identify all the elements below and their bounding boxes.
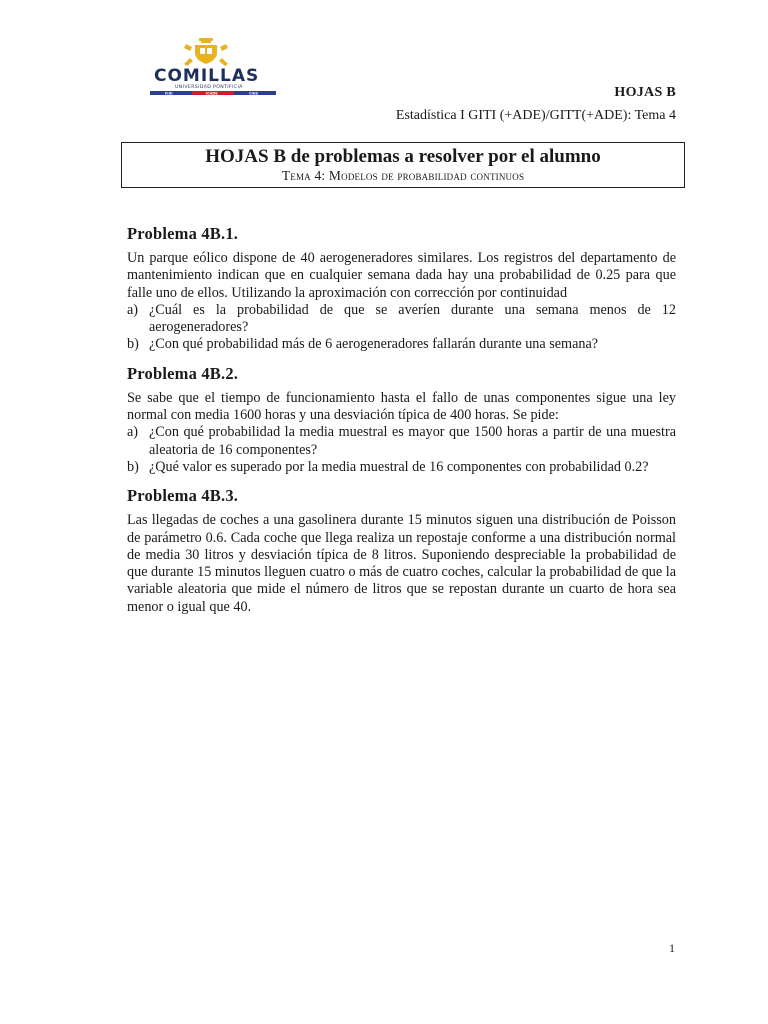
item-text: ¿Con qué probabilidad más de 6 aerogeneradores fallarán durante una semana?	[149, 336, 599, 353]
problem-items	[127, 302, 676, 354]
item-text: ¿Cuál es la probabilidad de que se averíen durante una semana menos de 12 aerogeneradores?	[149, 301, 676, 336]
list-item	[127, 336, 676, 353]
list-item	[127, 302, 676, 337]
item-text: ¿Qué valor es superado por la media muestral de 16 componentes con probabilidad 0.2?	[149, 458, 649, 475]
problem-statement: Las llegadas de coches a una gasolinera durante 15 minutos siguen una distribución de Poisson de parámetro 0.6. Cada coche que llega realiza un repostaje conforme a una distribución normal de media 30 litros y desviación típica de 8 litros. Suponiendo despreciable la probabilidad de que durante 15 minutos lleguen cuatro o más de cuatro coches, calcular la probabilidad de que la variable aleatoria que mide el número de litros que se repostan durante un cuarto de hora sea menor o igual que 40.	[127, 512, 676, 615]
item-marker: a)	[127, 301, 139, 318]
page-number: 1	[669, 941, 675, 955]
page-subtitle: Tema 4: Modelos de probabilidad continuos	[281, 168, 525, 183]
item-marker: a)	[127, 424, 139, 441]
university-logo	[150, 36, 276, 100]
title-box	[121, 142, 685, 188]
page-title: HOJAS B de problemas a resolver por el alumno	[205, 146, 601, 167]
problems-section	[127, 224, 676, 626]
problem-items	[127, 424, 676, 476]
problem-statement: Se sabe que el tiempo de funcionamiento hasta el fallo de unas componentes sigue una ley normal con media 1600 horas y una desviación típica de 400 horas. Se pide:	[127, 389, 676, 424]
problem-4b2	[127, 364, 676, 476]
comillas-logo-icon	[150, 36, 276, 100]
problem-heading: Problema 4B.2.	[127, 363, 239, 383]
list-item	[127, 424, 676, 459]
list-item	[127, 459, 676, 476]
problem-4b1	[127, 224, 676, 354]
header-course-label: Estadística I GITI (+ADE)/GITT(+ADE): Tema 4	[395, 108, 676, 123]
item-marker: b)	[127, 336, 139, 353]
svg-text:CIHS: CIHS	[249, 91, 259, 96]
item-marker: b)	[127, 458, 139, 475]
document-header	[396, 84, 676, 125]
svg-text:ICAI: ICAI	[165, 91, 173, 96]
problem-heading: Problema 4B.3.	[127, 486, 239, 506]
svg-text:ICADE: ICADE	[206, 91, 218, 96]
svg-text:COMILLAS: COMILLAS	[154, 66, 260, 86]
problem-statement: Un parque eólico dispone de 40 aerogeneradores similares. Los registros del departamento de mantenimiento indican que en cualquier semana dada hay una probabilidad de 0.25 para que falle uno de ellos. Utilizando la aproximación con corrección por continuidad	[127, 250, 676, 301]
header-series-label: HOJAS B	[614, 85, 676, 100]
item-text: ¿Con qué probabilidad la media muestral es mayor que 1500 horas a partir de una muestra aleatoria de 16 componentes?	[149, 424, 676, 458]
problem-heading: Problema 4B.1.	[127, 224, 239, 243]
svg-text:UNIVERSIDAD PONTIFICIA: UNIVERSIDAD PONTIFICIA	[175, 85, 243, 90]
problem-4b3	[127, 486, 676, 616]
